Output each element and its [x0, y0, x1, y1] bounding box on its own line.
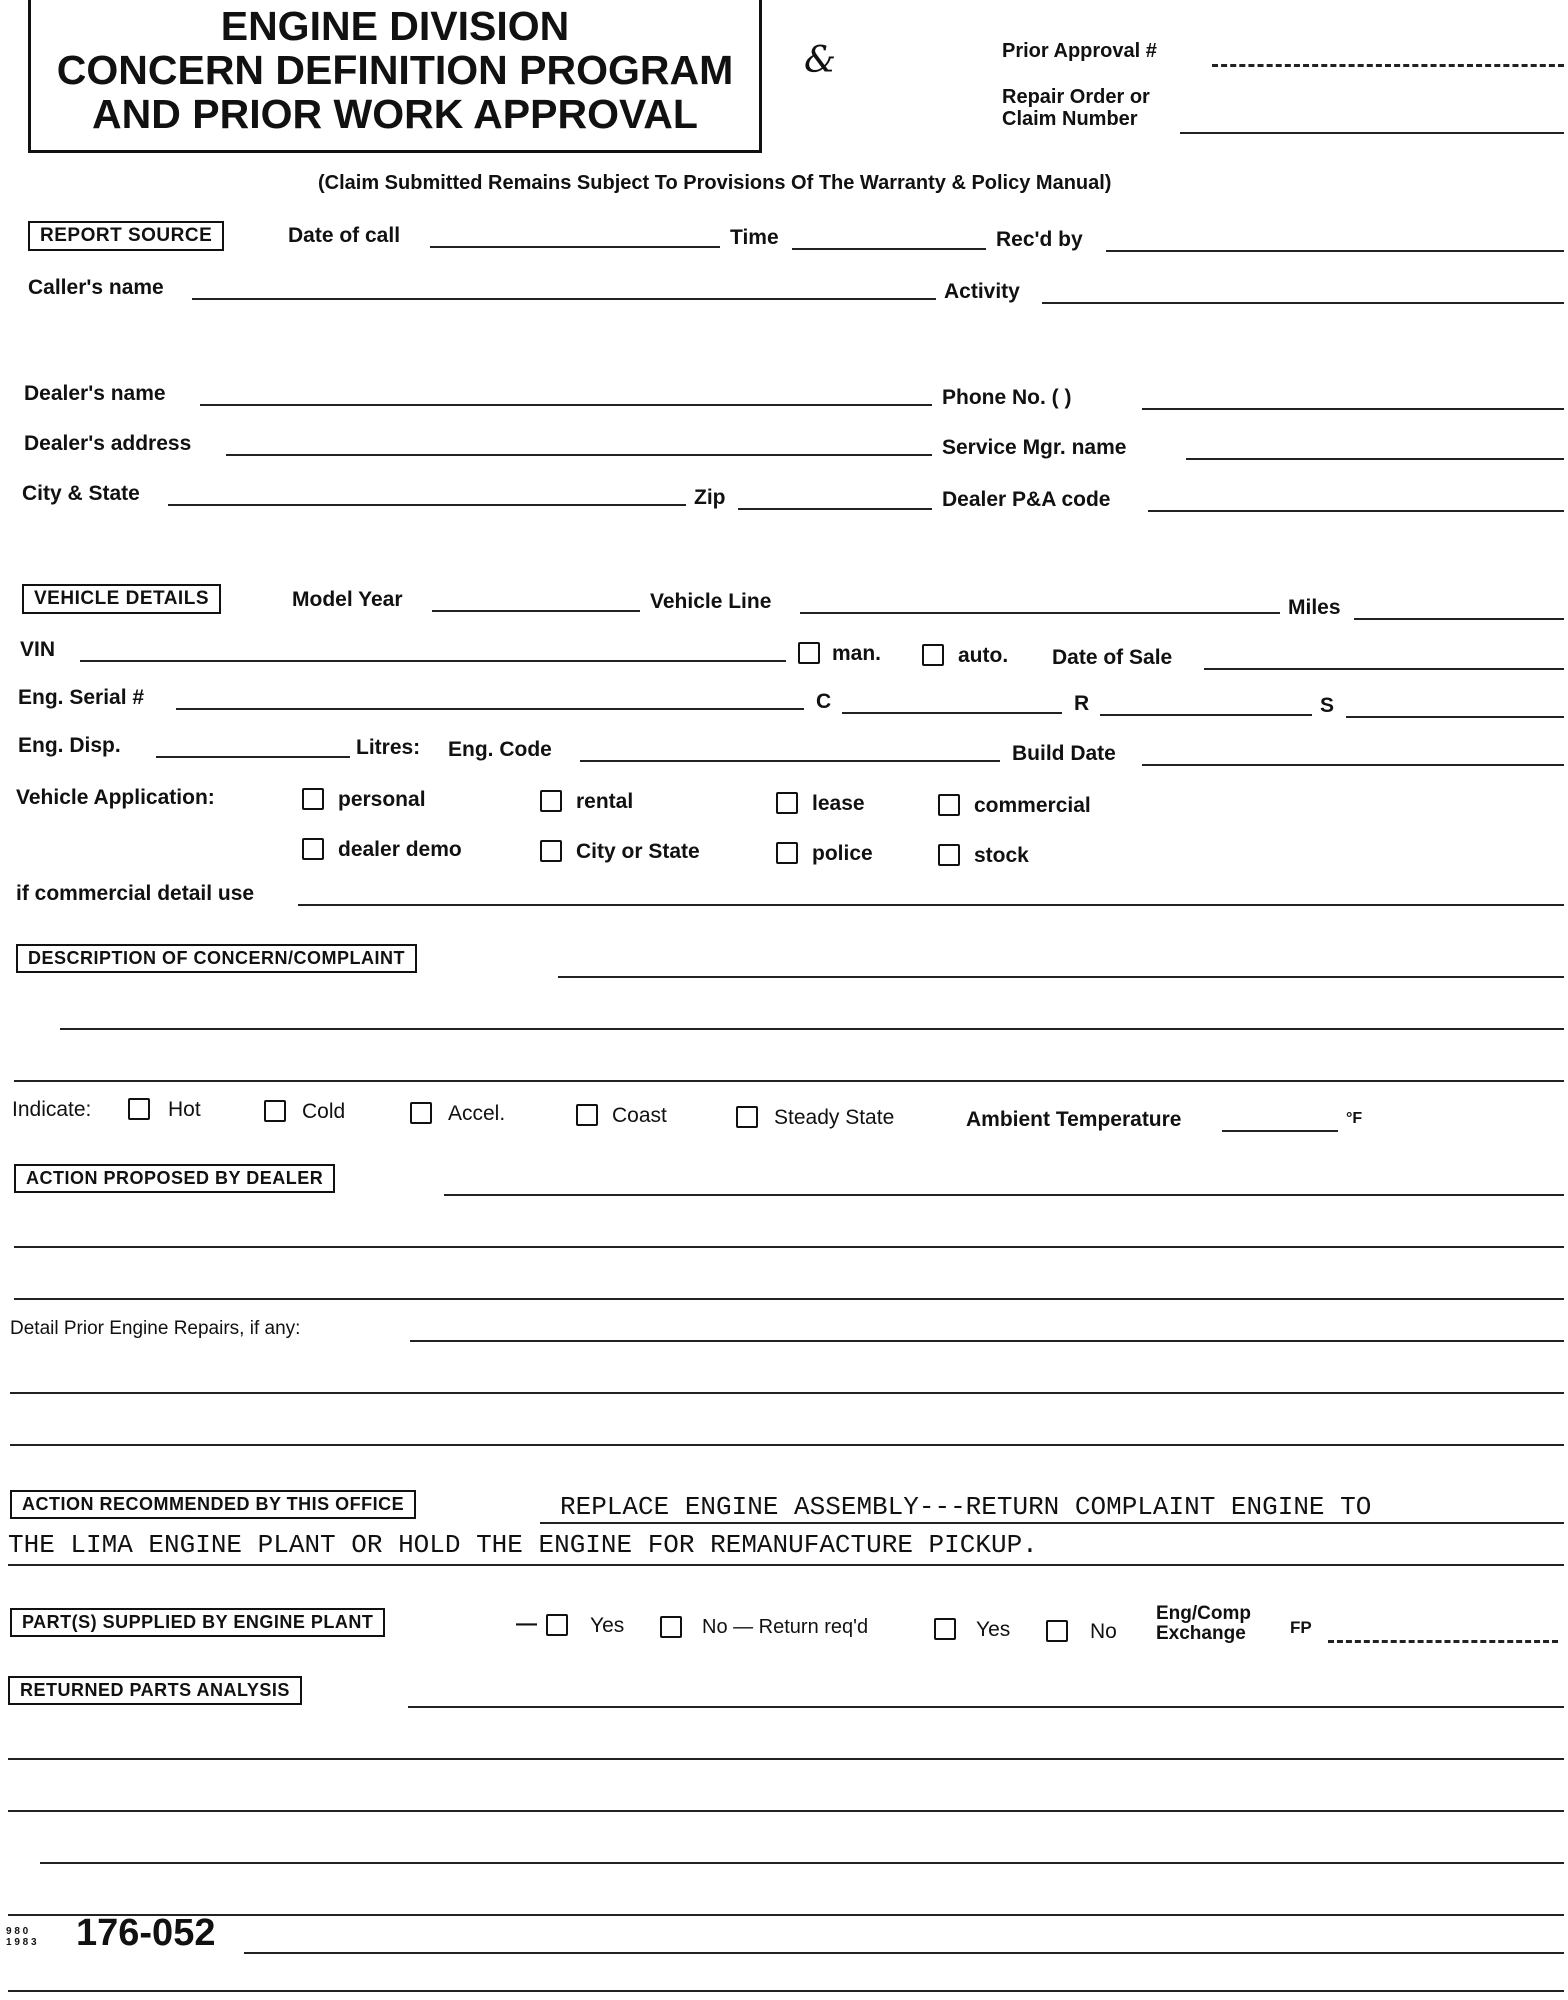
commercial-detail-label: if commercial detail use [16, 882, 255, 905]
city-state-field[interactable] [168, 504, 686, 506]
c-field[interactable] [842, 712, 1062, 714]
dealers-address-field[interactable] [226, 454, 932, 456]
lease-label: lease [812, 792, 865, 815]
build-date-field[interactable] [1142, 764, 1564, 766]
handwritten-mark: & [804, 40, 837, 81]
auto-checkbox[interactable] [922, 644, 944, 666]
activity-label: Activity [944, 280, 1020, 303]
eng-serial-label: Eng. Serial # [18, 686, 145, 709]
report-source-section: REPORT SOURCE [28, 221, 224, 251]
title-line-3: AND PRIOR WORK APPROVAL [92, 91, 698, 137]
returned-line-1[interactable] [408, 1706, 1564, 1708]
return-reqd-label: No — Return req'd [702, 1616, 869, 1638]
recd-by-label: Rec'd by [996, 228, 1083, 251]
fahrenheit-unit: °F [1346, 1110, 1363, 1127]
zip-label: Zip [694, 486, 726, 509]
rental-checkbox[interactable] [540, 790, 562, 812]
returned-parts-section: RETURNED PARTS ANALYSIS [8, 1676, 302, 1705]
hot-checkbox[interactable] [128, 1098, 150, 1120]
date-of-sale-label: Date of Sale [1052, 646, 1173, 669]
model-year-field[interactable] [432, 610, 640, 612]
concern-line-3[interactable] [14, 1080, 1564, 1082]
action-office-text-2: THE LIMA ENGINE PLANT OR HOLD THE ENGINE FOR REMANUFACTURE PICKUP. [8, 1530, 1038, 1560]
returned-line-3[interactable] [8, 1810, 1564, 1812]
cold-checkbox[interactable] [264, 1100, 286, 1122]
commercial-detail-field[interactable] [298, 904, 1564, 906]
city-or-state-checkbox[interactable] [540, 840, 562, 862]
vehicle-application-label: Vehicle Application: [16, 786, 215, 809]
s-field[interactable] [1346, 716, 1564, 718]
prior-repairs-line-1[interactable] [410, 1340, 1564, 1342]
eng-code-field[interactable] [580, 760, 1000, 762]
concern-line-2[interactable] [60, 1028, 1564, 1030]
return-no-checkbox[interactable] [1046, 1620, 1068, 1642]
returned-line-2[interactable] [8, 1758, 1564, 1760]
prior-repairs-line-3[interactable] [10, 1444, 1564, 1446]
concern-line-1[interactable] [558, 976, 1564, 978]
vehicle-line-label: Vehicle Line [650, 590, 772, 613]
litres-label: Litres: [356, 736, 421, 759]
dealers-name-field[interactable] [200, 404, 932, 406]
city-state-label: City & State [22, 482, 140, 505]
fp-field[interactable] [1328, 1640, 1558, 1643]
fp-label: FP [1290, 1618, 1312, 1637]
cold-label: Cold [302, 1100, 346, 1123]
police-label: police [812, 842, 873, 865]
coast-label: Coast [612, 1104, 667, 1127]
time-label: Time [730, 226, 779, 249]
returned-line-5[interactable] [8, 1914, 1564, 1916]
vehicle-line-field[interactable] [800, 612, 1280, 614]
ambient-temp-label: Ambient Temperature [966, 1108, 1182, 1131]
action-office-line-1[interactable] [540, 1522, 1564, 1524]
time-field[interactable] [792, 248, 986, 250]
eng-comp-exchange-label: Eng/Comp Exchange [1156, 1603, 1251, 1644]
service-mgr-field[interactable] [1186, 458, 1564, 460]
recd-by-field[interactable] [1106, 250, 1564, 252]
prior-approval-field[interactable] [1212, 64, 1564, 67]
s-label: S [1320, 694, 1335, 717]
personal-label: personal [338, 788, 426, 811]
r-field[interactable] [1100, 714, 1312, 716]
vin-field[interactable] [80, 660, 786, 662]
title-line-2: CONCERN DEFINITION PROGRAM [56, 47, 734, 93]
police-checkbox[interactable] [776, 842, 798, 864]
vehicle-details-section: VEHICLE DETAILS [22, 584, 221, 614]
return-yes-checkbox[interactable] [934, 1618, 956, 1640]
returned-line-4[interactable] [40, 1862, 1564, 1864]
date-of-sale-field[interactable] [1204, 668, 1564, 670]
auto-label: auto. [958, 644, 1009, 667]
accel-label: Accel. [448, 1102, 506, 1125]
prior-repairs-line-2[interactable] [10, 1392, 1564, 1394]
action-office-line-2[interactable] [8, 1564, 1564, 1566]
warranty-notice: (Claim Submitted Remains Subject To Provisions Of The Warranty & Policy Manual) [318, 172, 1112, 194]
title-line-1: ENGINE DIVISION [220, 3, 570, 49]
c-label: C [816, 690, 832, 713]
coast-checkbox[interactable] [576, 1104, 598, 1126]
dealers-name-label: Dealer's name [24, 382, 166, 405]
phone-field[interactable] [1142, 408, 1564, 410]
build-date-label: Build Date [1012, 742, 1116, 765]
stock-checkbox[interactable] [938, 844, 960, 866]
man-checkbox[interactable] [798, 642, 820, 664]
action-office-section: ACTION RECOMMENDED BY THIS OFFICE [10, 1490, 416, 1519]
prior-repairs-label: Detail Prior Engine Repairs, if any: [10, 1318, 301, 1339]
r-label: R [1074, 692, 1090, 715]
form-date-code: 9 8 0 1 9 8 3 [6, 1926, 37, 1948]
zip-field[interactable] [738, 508, 932, 510]
prior-approval-label: Prior Approval # [1002, 40, 1157, 62]
return-yes-label: Yes [976, 1618, 1011, 1641]
date-of-call-field[interactable] [430, 246, 720, 248]
accel-checkbox[interactable] [410, 1102, 432, 1124]
dealer-demo-checkbox[interactable] [302, 838, 324, 860]
repair-order-label: Repair Order or Claim Number [1002, 86, 1150, 130]
bottom-line [8, 1990, 1564, 1992]
action-dealer-line-2[interactable] [14, 1246, 1564, 1248]
parts-section: PART(S) SUPPLIED BY ENGINE PLANT [10, 1608, 385, 1637]
hot-label: Hot [168, 1098, 201, 1121]
model-year-label: Model Year [292, 588, 403, 611]
rental-label: rental [576, 790, 634, 813]
city-or-state-label: City or State [576, 840, 700, 863]
action-dealer-line-3[interactable] [14, 1298, 1564, 1300]
man-label: man. [832, 642, 882, 665]
dealer-pa-code-field[interactable] [1148, 510, 1564, 512]
steady-state-checkbox[interactable] [736, 1106, 758, 1128]
service-mgr-label: Service Mgr. name [942, 436, 1127, 459]
eng-disp-label: Eng. Disp. [18, 734, 121, 757]
miles-field[interactable] [1354, 618, 1564, 620]
action-office-text-1: REPLACE ENGINE ASSEMBLY---RETURN COMPLAINT ENGINE TO [560, 1492, 1372, 1522]
parts-no-checkbox[interactable] [660, 1616, 682, 1638]
personal-checkbox[interactable] [302, 788, 324, 810]
eng-serial-field[interactable] [176, 708, 804, 710]
commercial-label: commercial [974, 794, 1091, 817]
activity-field[interactable] [1042, 302, 1564, 304]
concern-section: DESCRIPTION OF CONCERN/COMPLAINT [16, 944, 417, 973]
parts-yes-label: Yes [590, 1614, 625, 1637]
date-of-call-label: Date of call [288, 224, 401, 247]
commercial-checkbox[interactable] [938, 794, 960, 816]
dealer-pa-code-label: Dealer P&A code [942, 488, 1111, 511]
return-no-label: No [1090, 1620, 1117, 1643]
steady-state-label: Steady State [774, 1106, 895, 1129]
dealers-address-label: Dealer's address [24, 432, 192, 455]
vin-label: VIN [20, 638, 56, 661]
parts-yes-checkbox[interactable] [546, 1614, 568, 1636]
dealer-demo-label: dealer demo [338, 838, 462, 861]
callers-name-label: Caller's name [28, 276, 164, 299]
callers-name-field[interactable] [192, 298, 936, 300]
form-number: 176-052 [76, 1912, 216, 1954]
ambient-temp-field[interactable] [1222, 1130, 1338, 1132]
form-title-box [28, 0, 762, 153]
parts-dash: — [516, 1612, 537, 1635]
stock-label: stock [974, 844, 1029, 867]
action-dealer-section: ACTION PROPOSED BY DEALER [14, 1164, 335, 1193]
eng-disp-field[interactable] [156, 756, 350, 758]
repair-order-field[interactable] [1180, 132, 1564, 134]
action-dealer-line-1[interactable] [444, 1194, 1564, 1196]
phone-label: Phone No. ( ) [942, 386, 1072, 409]
eng-code-label: Eng. Code [448, 738, 552, 761]
lease-checkbox[interactable] [776, 792, 798, 814]
miles-label: Miles [1288, 596, 1341, 619]
indicate-label: Indicate: [12, 1098, 92, 1121]
footer-line[interactable] [244, 1952, 1564, 1954]
